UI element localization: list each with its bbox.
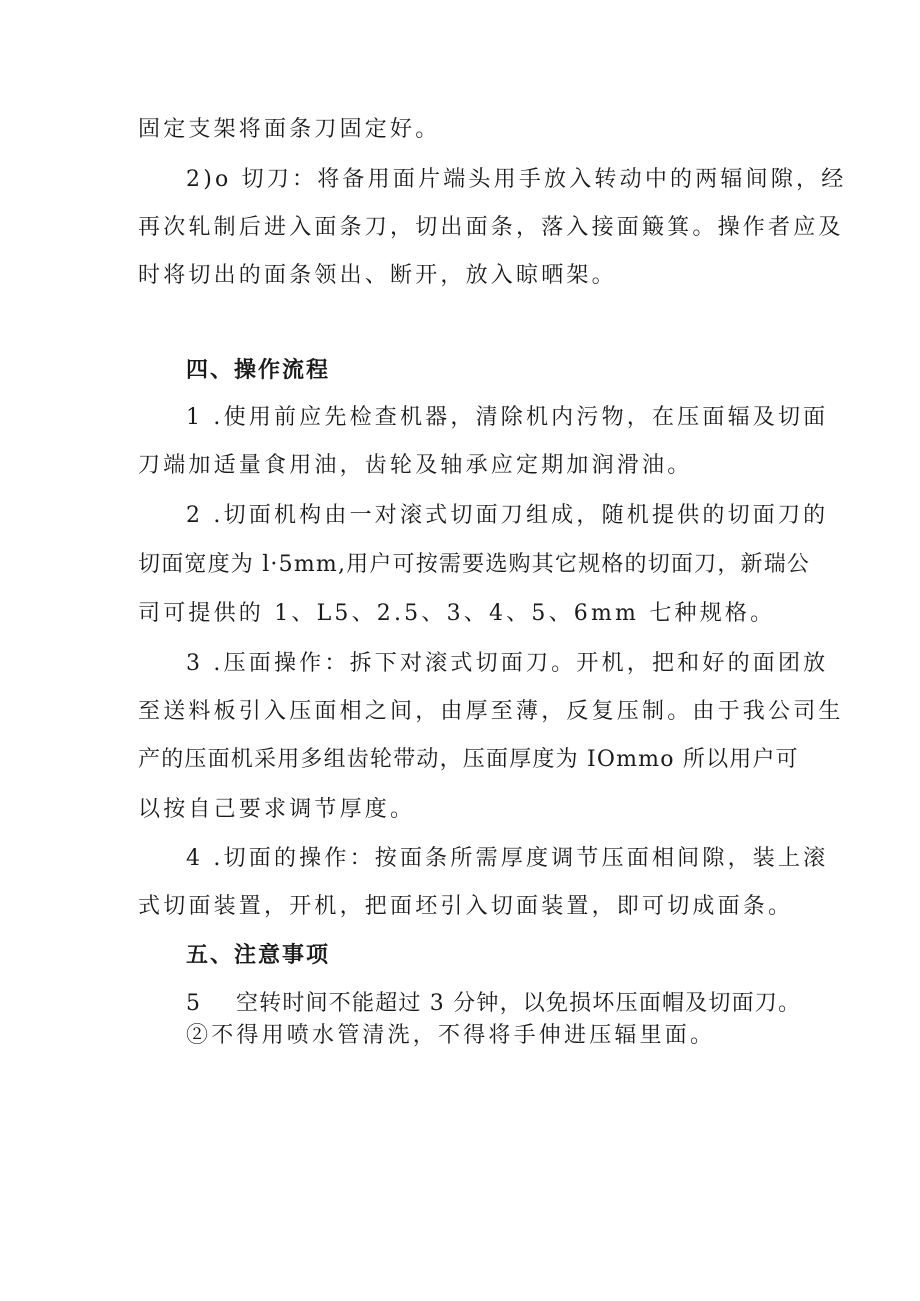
cutting-paragraph-line-1: 2)o 切刀：将备用面片端头用手放入转动中的两辐间隙，经 [186, 167, 847, 192]
paragraph-continuation: 固定支架将面条刀固定好。 [138, 117, 441, 142]
step-3-line-4: 以按自己要求调节厚度。 [138, 797, 416, 822]
step-4-line-1: 4 .切面的操作：按面条所需厚度调节压面相间隙，装上滚 [186, 846, 829, 871]
step-1-line-1: 1 .使用前应先检查机器，清除机内污物，在压面辐及切面 [186, 405, 829, 430]
note-1-number: 5 [186, 991, 202, 1016]
step-2-line-3: 司可提供的 1、L5、2.5、3、4、5、6mm 七种规格。 [138, 601, 776, 626]
step-3-line-1: 3 .压面操作：拆下对滚式切面刀。开机，把和好的面团放 [186, 651, 829, 676]
step-3-line-3: 产的压面机采用多组齿轮带动，压面厚度为 IOmmo 所以用户可 [138, 747, 799, 772]
step-2-line-1: 2 .切面机构由一对滚式切面刀组成，随机提供的切面刀的 [186, 503, 829, 528]
cutting-paragraph-line-2: 再次轧制后进入面条刀，切出面条，落入接面簸箕。操作者应及 [138, 215, 844, 240]
step-1-line-2: 刀端加适量食用油，齿轮及轴承应定期加润滑油。 [138, 453, 693, 478]
cutting-paragraph-line-3: 时将切出的面条领出、断开，放入晾晒架。 [138, 263, 617, 288]
note-1 [186, 990, 801, 1018]
step-3-line-2: 至送料板引入压面相之间，由厚至薄，反复压制。由于我公司生 [138, 699, 844, 724]
note-2: ②不得用喷水管清洗，不得将手伸进压辐里面。 [186, 1023, 716, 1048]
step-4-line-2: 式切面装置，开机，把面坯引入切面装置，即可切成面条。 [138, 894, 794, 919]
step-2-line-2: 切面宽度为 l·5mm,用户可按需要选购其它规格的切面刀，新瑞公 [138, 552, 811, 577]
section-5-heading: 五、注意事项 [186, 942, 331, 968]
section-4-heading: 四、操作流程 [186, 357, 331, 383]
note-1-text: 空转时间不能超过 3 分钟，以免损坏压面帽及切面刀。 [236, 991, 802, 1016]
